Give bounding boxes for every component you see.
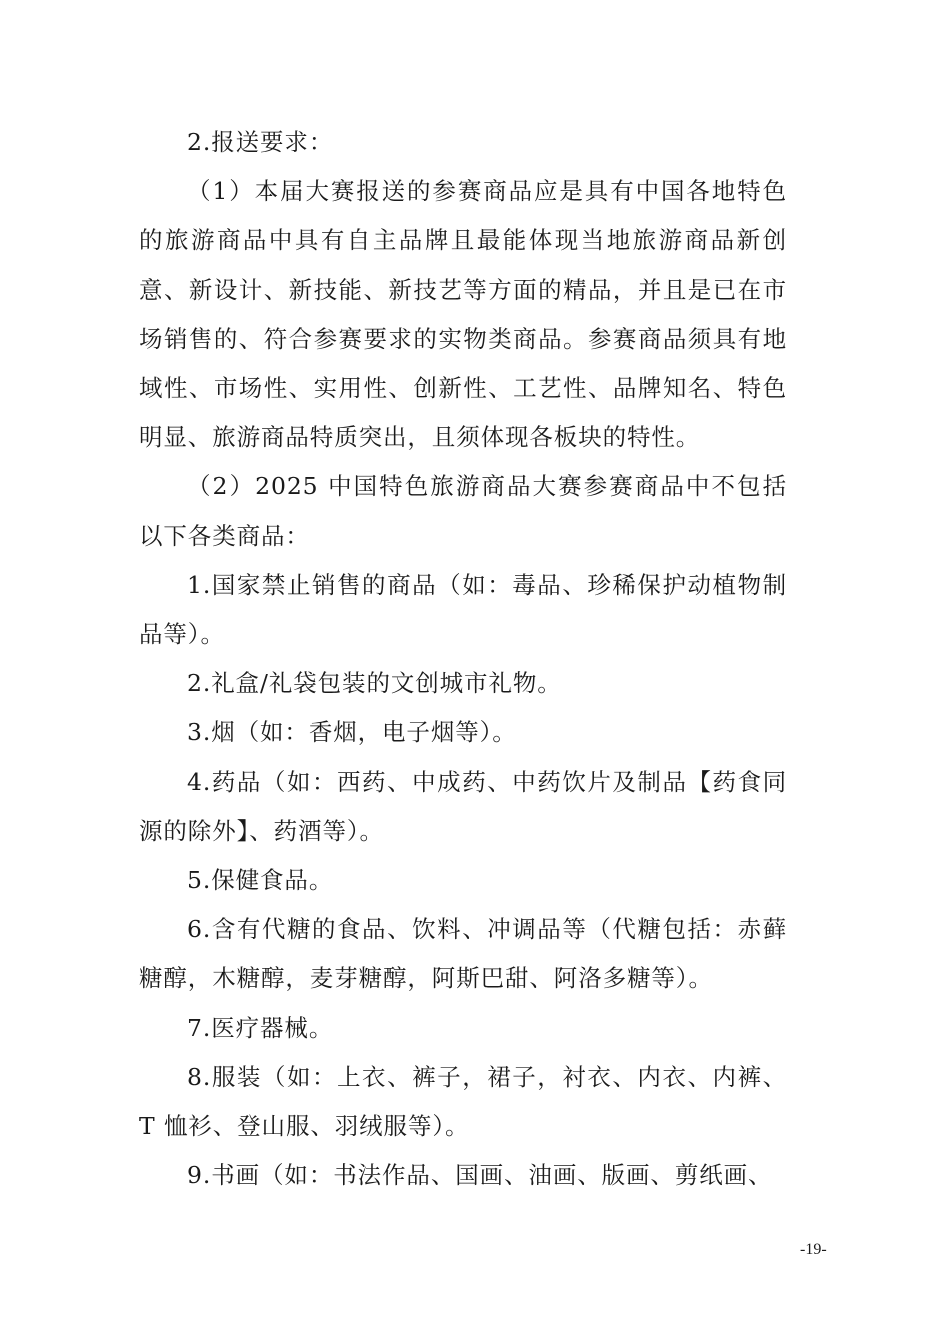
section-heading: 2.报送要求： [187,128,334,156]
excluded-item: 9.书画（如：书法作品、国画、油画、版画、剪纸画、 [187,1161,773,1190]
excluded-item: 3.烟（如：香烟，电子烟等）。 [187,718,517,747]
excluded-item: 5.保健食品。 [187,866,334,895]
excluded-item: 7.医疗器械。 [187,1013,334,1042]
paragraph-requirement-2: （2）2025 中国特色旅游商品大赛参赛商品中不包括以下各类商品： [139,472,787,550]
excluded-item: 6.含有代糖的食品、饮料、冲调品等（代糖包括：赤藓糖醇，木糖醇，麦芽糖醇，阿斯巴甜、阿洛多糖等）。 [139,915,787,993]
page-number: -19- [800,1241,827,1258]
excluded-item: 1.国家禁止销售的商品（如：毒品、珍稀保护动植物制品等）。 [139,570,787,649]
document-body [139,118,787,1200]
excluded-item: 4.药品（如：西药、中成药、中药饮片及制品【药食同源的除外】、药酒等）。 [139,767,787,845]
paragraph-requirement-1: （1）本届大赛报送的参赛商品应是具有中国各地特色的旅游商品中具有自主品牌且最能体现当地旅游商品新创意、新设计、新技能、新技艺等方面的精品，并且是已在市场销售的、符合参赛要求的实物类商品。参赛商品须具有地域性、市场性、实用性、创新性、工艺性、品牌知名、特色明显、旅游商品特质突出，且须体现各板块的特性。 [139,177,787,452]
excluded-item: 8.服装（如：上衣、裤子，裙子，衬衣、内衣、内裤、T 恤衫、登山服、羽绒服等）。 [139,1062,787,1141]
excluded-item: 2.礼盒/礼袋包装的文创城市礼物。 [187,669,562,698]
